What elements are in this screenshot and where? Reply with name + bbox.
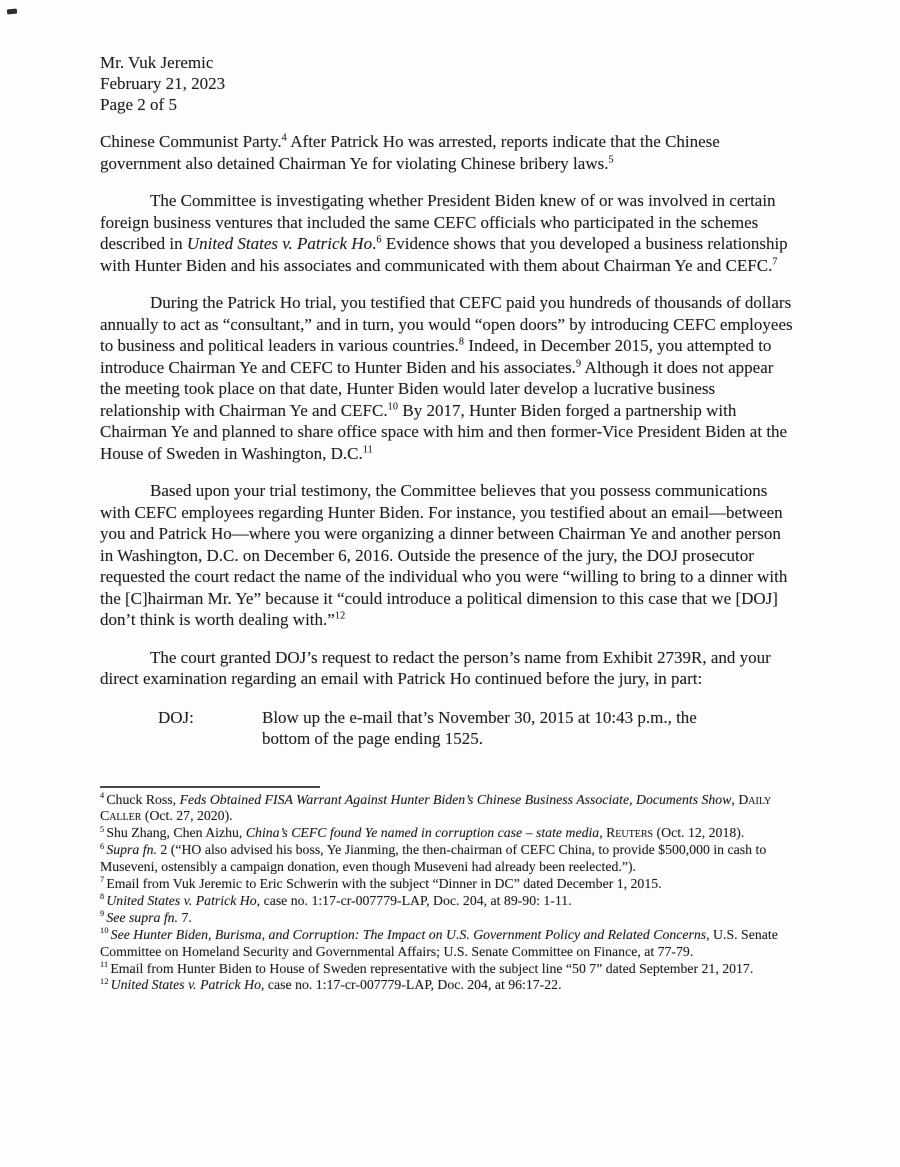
- paragraph: The court granted DOJ’s request to redact the person’s name from Exhibit 2739R, and your direct examination regarding an email with Patrick Ho continued before the jury, in part:: [100, 647, 771, 688]
- footnote-text: United States v. Patrick Ho, case no. 1:17-cr-007779-LAP, Doc. 204, at 96:17-22.: [110, 977, 562, 993]
- page-number: Page 2 of 5: [100, 95, 177, 114]
- footnote-text: See Hunter Biden, Burisma, and Corruption: The Impact on U.S. Government Policy and Related Concerns, U.S. Senate Committee on Homeland Security and Governmental Affairs; U.S. Senate Committee on Finance, at 77-79.: [100, 926, 778, 959]
- footnote-number: 12: [100, 976, 109, 986]
- footnote-number: 5: [100, 824, 105, 834]
- footnote: [100, 792, 796, 826]
- testimony-line: bottom of the page ending 1525.: [262, 729, 483, 748]
- footnote-text: Email from Vuk Jeremic to Eric Schwerin with the subject “Dinner in DC” dated December 1, 2015.: [106, 876, 662, 892]
- testimony-block: [158, 707, 796, 750]
- footnote-number: 8: [100, 892, 105, 902]
- paragraph: The Committee is investigating whether President Biden knew of or was involved in certain foreign business ventures that included the same CEFC officials who participated in the schemes described in United States v. Patrick Ho.$^6$ Evidence shows that you developed a business relationship with Hunter Biden and his associates and communicated with them about Chairman Ye and CEFC.$^7$: [100, 191, 788, 275]
- footnote-number: 6: [100, 841, 105, 851]
- footnote: [100, 961, 796, 978]
- footnote: [100, 927, 796, 961]
- recipient-name: Mr. Vuk Jeremic: [100, 53, 214, 72]
- footnote-number: 11: [100, 959, 109, 969]
- footnote-text: Shu Zhang, Chen Aizhu, China’s CEFC found Ye named in corruption case – state media, Reuters (Oct. 12, 2018).: [106, 825, 745, 841]
- paragraph: Chinese Communist Party.$^4$ After Patrick Ho was arrested, reports indicate that the Chinese government also detained Chairman Ye for violating Chinese bribery laws.$^5$: [100, 132, 720, 173]
- footnote: [100, 893, 796, 910]
- letter-header: [100, 52, 796, 115]
- paragraph: Based upon your trial testimony, the Committee believes that you possess communications with CEFC employees regarding Hunter Biden. For instance, you testified about an email—between you and Patrick Ho—where you were organizing a dinner between Chairman Ye and another person in Washington, D.C. on December 6, 2016. Outside the presence of the jury, the DOJ prosecutor requested the court redact the name of the individual who you were “willing to bring to a dinner with the [C]hairman Mr. Ye” because it “could introduce a political dimension to this case that we [DOJ] don’t think is worth dealing with.”$^{12}$: [100, 481, 788, 629]
- letter-body: [100, 131, 796, 690]
- footnote-text: Email from Hunter Biden to House of Sweden representative with the subject line “50 7” dated September 21, 2017.: [110, 960, 754, 976]
- footnote: [100, 825, 796, 842]
- scan-artifact: [7, 8, 17, 14]
- footnote: [100, 977, 796, 994]
- testimony-text: [262, 707, 697, 750]
- footnote-separator: [100, 786, 320, 788]
- letter-date: February 21, 2023: [100, 74, 226, 93]
- footnote-number: 7: [100, 875, 105, 885]
- footnote-text: United States v. Patrick Ho, case no. 1:17-cr-007779-LAP, Doc. 204, at 89-90: 1-11.: [106, 892, 572, 908]
- paragraph: During the Patrick Ho trial, you testified that CEFC paid you hundreds of thousands of dollars annually to act as “consultant,” and in turn, you would “open doors” by introducing CEFC employees to business and political leaders in various countries.$^8$ Indeed, in December 2015, you attempted to introduce Chairman Ye and CEFC to Hunter Biden and his associates.$^9$ Although it does not appear the meeting took place on that date, Hunter Biden would later develop a lucrative business relationship with Chairman Ye and CEFC.$^{10}$ By 2017, Hunter Biden forged a partnership with Chairman Ye and planned to share office space with him and then former-Vice President Biden at the House of Sweden in Washington, D.C.$^{11}$: [100, 293, 793, 463]
- footnote-text: Supra fn. 2 (“HO also advised his boss, Ye Jianming, the then-chairman of CEFC China, to provide $500,000 in cash to Museveni, ostensibly a campaign donation, even though Museveni had already been reelected.”).: [100, 842, 767, 875]
- footnote-text: See supra fn. 7.: [106, 909, 192, 925]
- footnote: [100, 876, 796, 893]
- footnote-text: Chuck Ross, Feds Obtained FISA Warrant Against Hunter Biden’s Chinese Business Associate, Documents Show, Daily Caller (Oct. 27, 2020).: [100, 791, 772, 824]
- footnote-number: 9: [100, 909, 105, 919]
- footnotes-section: [100, 792, 796, 995]
- footnote-number: 10: [100, 926, 109, 936]
- testimony-line: Blow up the e-mail that’s November 30, 2015 at 10:43 p.m., the: [262, 707, 697, 727]
- footnote: [100, 842, 796, 876]
- footnote: [100, 910, 796, 927]
- footnote-number: 4: [100, 790, 105, 800]
- speaker-label: DOJ:: [158, 707, 194, 727]
